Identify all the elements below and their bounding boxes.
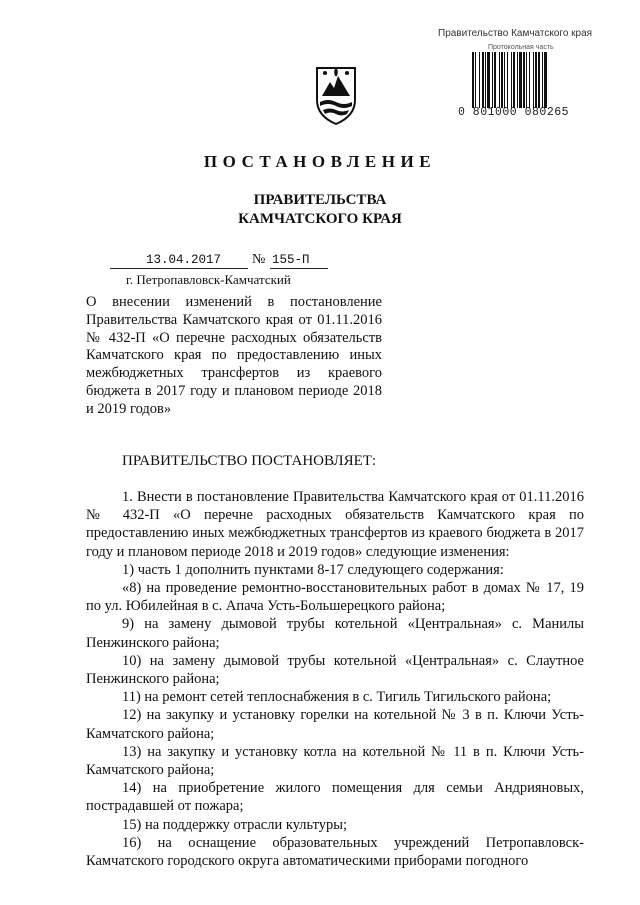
paragraph-5: 10) на замену дымовой трубы котельной «Центральная» с. Слаутное Пенжинского района; bbox=[86, 652, 584, 688]
paragraph-11: 16) на оснащение образовательных учреждений Петропавловск-Камчатского городского округа автоматическими приборами погодного bbox=[86, 834, 584, 870]
resolves-heading: ПРАВИТЕЛЬСТВО ПОСТАНОВЛЯЕТ: bbox=[122, 453, 377, 469]
issuer-line-1: ПРАВИТЕЛЬСТВА bbox=[253, 192, 387, 208]
paragraph-8: 13) на закупку и установку котла на котельной № 11 в п. Ключи Усть-Камчатского района; bbox=[86, 743, 584, 779]
document-subject: О внесении изменений в постановление Правительства Камчатского края от 01.11.2016 № 432-П «О перечне расходных обязательств Камчатского края по предоставлению иных межбюджетных трансфертов из краевого бюджета в 2017 году и плановом периоде 2018 и 2019 годов» bbox=[86, 294, 382, 417]
paragraph-6: 11) на ремонт сетей теплоснабжения в с. Тигиль Тигильского района; bbox=[122, 689, 552, 706]
document-date: 13.04.2017 bbox=[146, 253, 222, 267]
kamchatka-coat-of-arms-icon bbox=[313, 62, 359, 126]
barcode-number: 0 801000 080265 bbox=[458, 106, 570, 119]
date-underline bbox=[110, 268, 248, 269]
issuer-line-2: КАМЧАТСКОГО КРАЯ bbox=[238, 211, 402, 227]
paragraph-7: 12) на закупку и установку горелки на котельной № 3 в п. Ключи Усть-Камчатского района; bbox=[86, 707, 584, 742]
stamp-organization: Правительство Камчатского края bbox=[438, 28, 593, 39]
document-body bbox=[86, 488, 584, 870]
paragraph-10: 15) на поддержку отрасли культуры; bbox=[122, 816, 348, 833]
paragraph-1: 1. Внести в постановление Правительства Камчатского края от 01.11.2016 № 432-П «О перечне расходных обязательств Камчатского края по предоставлению иных межбюджетных трансфертов из краевого бюджета в 2017 году и плановом периоде 2018 и 2019 годов» следующие изменения: bbox=[86, 489, 584, 560]
document-type-heading: ПОСТАНОВЛЕНИЕ bbox=[203, 152, 437, 171]
paragraph-9: 14) на приобретение жилого помещения для семьи Андрияновых, пострадавшей от пожара; bbox=[86, 780, 584, 815]
barcode-icon bbox=[472, 52, 598, 108]
number-underline bbox=[270, 268, 328, 269]
issue-city: г. Петропавловск-Камчатский bbox=[126, 272, 291, 287]
paragraph-2: 1) часть 1 дополнить пунктами 8-17 следующего содержания: bbox=[122, 561, 504, 578]
paragraph-4: 9) на замену дымовой трубы котельной «Центральная» с. Манилы Пенжинского района; bbox=[86, 616, 584, 651]
document-number: 155-П bbox=[272, 253, 310, 267]
paragraph-3: «8) на проведение ремонтно-восстановительных работ в домах № 17, 19 по ул. Юбилейная в с. Апача Усть-Большерецкого района; bbox=[86, 580, 584, 615]
number-sign: № bbox=[252, 252, 266, 267]
stamp-subtitle: Протокольная часть bbox=[488, 44, 554, 51]
